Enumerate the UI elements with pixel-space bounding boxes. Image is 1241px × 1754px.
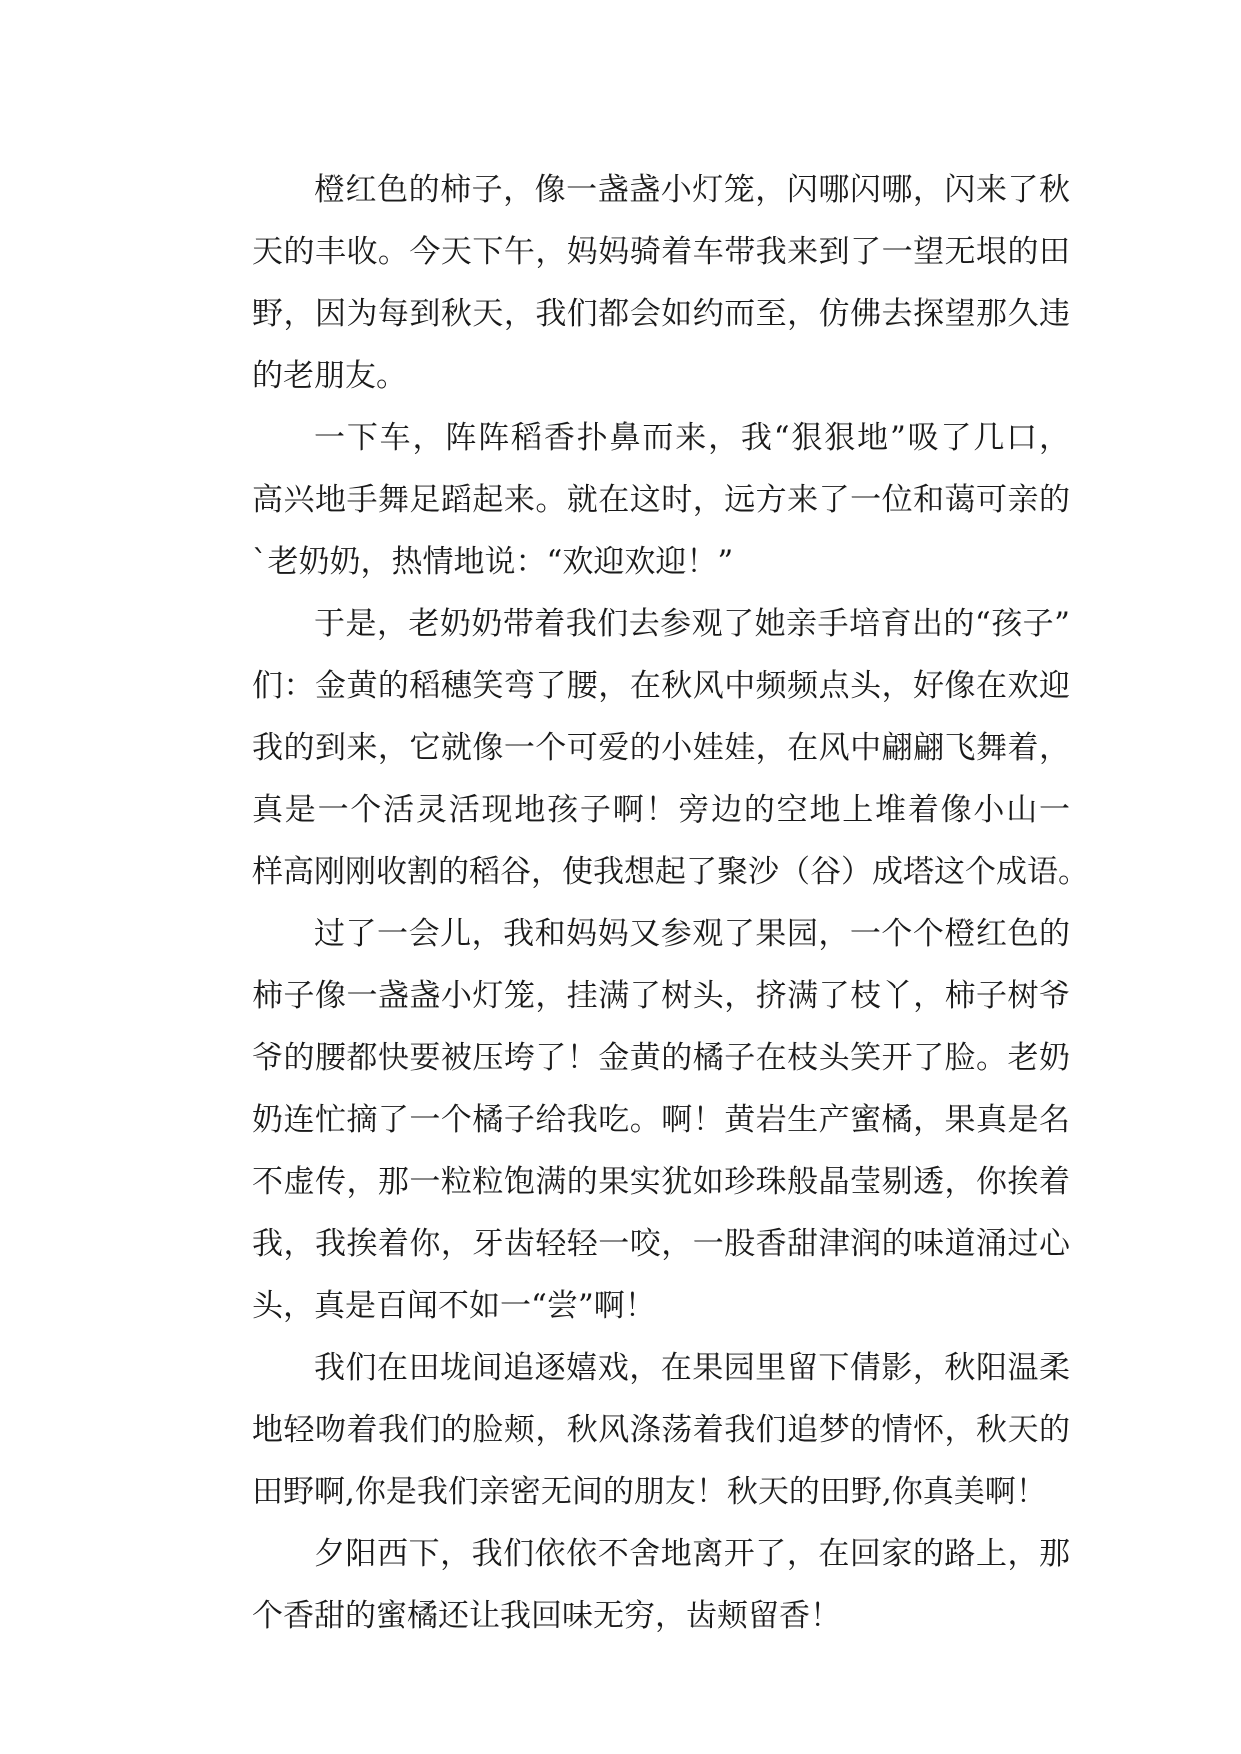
text-line: 地轻吻着我们的脸颊，秋风涤荡着我们追梦的情怀，秋天的 bbox=[252, 1412, 1070, 1448]
text-line: 橙红色的柿子，像一盏盏小灯笼，闪哪闪哪，闪来了秋 bbox=[314, 172, 1070, 208]
text-line: 野，因为每到秋天，我们都会如约而至，仿佛去探望那久违 bbox=[252, 296, 1070, 332]
text-line: 高兴地手舞足蹈起来。就在这时，远方来了一位和蔼可亲的 bbox=[252, 482, 1070, 518]
text-line: `老奶奶，热情地说：“欢迎欢迎！” bbox=[252, 544, 734, 580]
text-line: 过了一会儿，我和妈妈又参观了果园，一个个橙红色的 bbox=[314, 916, 1070, 952]
paragraph-3 bbox=[190, 593, 1089, 903]
paragraph-2 bbox=[190, 407, 1070, 593]
text-line: 头，真是百闻不如一“尝”啊！ bbox=[252, 1288, 656, 1324]
text-line: 天的丰收。今天下午，妈妈骑着车带我来到了一望无垠的田 bbox=[252, 234, 1070, 270]
paragraph-5 bbox=[190, 1337, 1070, 1523]
essay-body bbox=[190, 159, 1089, 1647]
text-line: 样高刚刚收割的稻谷，使我想起了聚沙（谷）成塔这个成语。 bbox=[252, 854, 1089, 890]
text-line: 田野啊,你是我们亲密无间的朋友！秋天的田野,你真美啊！ bbox=[252, 1474, 1047, 1510]
text-line: 的老朋友。 bbox=[252, 358, 407, 394]
text-line: 奶连忙摘了一个橘子给我吃。啊！黄岩生产蜜橘，果真是名 bbox=[252, 1102, 1070, 1138]
text-line: 于是，老奶奶带着我们去参观了她亲手培育出的“孩子” bbox=[314, 606, 1070, 642]
text-line: 不虚传，那一粒粒饱满的果实犹如珍珠般晶莹剔透，你挨着 bbox=[252, 1164, 1070, 1200]
paragraph-4 bbox=[190, 903, 1070, 1337]
text-line: 真是一个活灵活现地孩子啊！旁边的空地上堆着像小山一 bbox=[252, 792, 1070, 828]
text-line: 我们在田垅间追逐嬉戏，在果园里留下倩影，秋阳温柔 bbox=[314, 1350, 1070, 1386]
text-line: 个香甜的蜜橘还让我回味无穷，齿颊留香！ bbox=[252, 1598, 841, 1634]
text-line: 我，我挨着你，牙齿轻轻一咬，一股香甜津润的味道涌过心 bbox=[252, 1226, 1070, 1262]
paragraph-6 bbox=[190, 1523, 1070, 1647]
paragraph-1 bbox=[190, 159, 1070, 407]
text-line: 爷的腰都快要被压垮了！金黄的橘子在枝头笑开了脸。老奶 bbox=[252, 1040, 1070, 1076]
text-line: 一下车，阵阵稻香扑鼻而来，我“狠狠地”吸了几口， bbox=[314, 420, 1070, 456]
text-line: 们：金黄的稻穗笑弯了腰，在秋风中频频点头，好像在欢迎 bbox=[252, 668, 1070, 704]
text-line: 夕阳西下，我们依依不舍地离开了，在回家的路上，那 bbox=[314, 1536, 1070, 1572]
text-line: 柿子像一盏盏小灯笼，挂满了树头，挤满了枝丫，柿子树爷 bbox=[252, 978, 1070, 1014]
text-line: 我的到来，它就像一个可爱的小娃娃，在风中翩翩飞舞着， bbox=[252, 730, 1070, 766]
